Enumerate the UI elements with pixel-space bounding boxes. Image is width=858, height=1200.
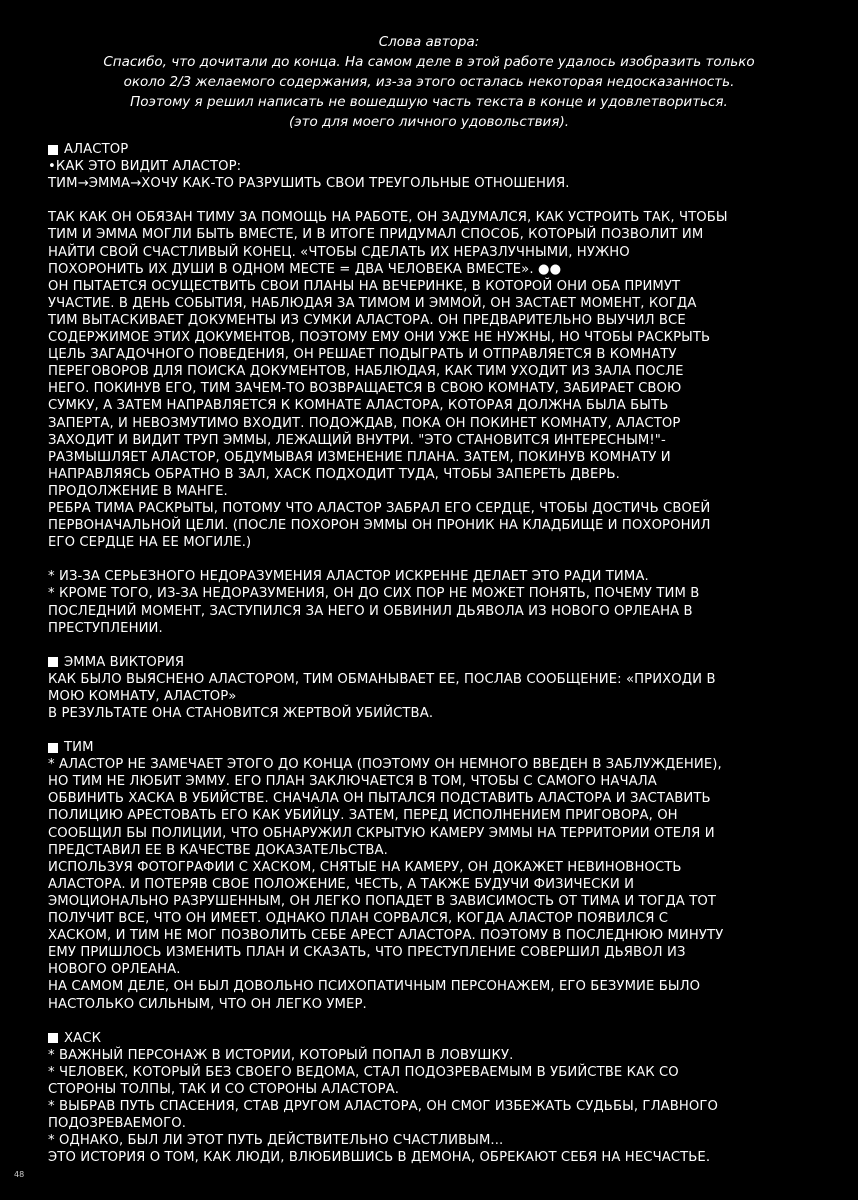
text-line: * КРОМЕ ТОГО, ИЗ-ЗА НЕДОРАЗУМЕНИЯ, ОН ДО СИХ ПОР НЕ МОЖЕТ ПОНЯТЬ, ПОЧЕМУ ТИМ В — [48, 586, 700, 602]
text-line: ТАК КАК ОН ОБЯЗАН ТИМУ ЗА ПОМОЩЬ НА РАБОТЕ, ОН ЗАДУМАЛСЯ, КАК УСТРОИТЬ ТАК, ЧТОБЫ — [48, 210, 728, 226]
author-notes — [40, 32, 818, 132]
text-line: СОДЕРЖИМОЕ ЭТИХ ДОКУМЕНТОВ, ПОЭТОМУ ЕМУ ОНИ УЖЕ НЕ НУЖНЫ, НО ЧТОБЫ РАСКРЫТЬ — [48, 330, 711, 346]
text-line: * ИЗ-ЗА СЕРЬЕЗНОГО НЕДОРАЗУМЕНИЯ АЛАСТОР ИСКРЕННЕ ДЕЛАЕТ ЭТО РАДИ ТИМА. — [48, 569, 649, 585]
text-line: СТОРОНЫ ТОЛПЫ, ТАК И СО СТОРОНЫ АЛАСТОРА. — [48, 1081, 400, 1097]
text-line: ТИМ И ЭММА МОГЛИ БЫТЬ ВМЕСТЕ, И В ИТОГЕ ПРИДУМАЛ СПОСОБ, КОТОРЫЙ ПОЗВОЛИТ ИМ — [48, 227, 704, 243]
text-line: КАК БЫЛО ВЫЯСНЕНО АЛАСТОРОМ, ТИМ ОБМАНЫВАЕТ ЕЕ, ПОСЛАВ СООБЩЕНИЕ: «ПРИХОДИ В — [48, 671, 716, 687]
text-line: ПОСЛЕДНИЙ МОМЕНТ, ЗАСТУПИЛСЯ ЗА НЕГО И ОБВИНИЛ ДЬЯВОЛА ИЗ НОВОГО ОРЛЕАНА В — [48, 603, 693, 619]
text-line: ПРЕДСТАВИЛ ЕЕ В КАЧЕСТВЕ ДОКАЗАТЕЛЬСТВА. — [48, 842, 388, 858]
text-line: ЦЕЛЬ ЗАГАДОЧНОГО ПОВЕДЕНИЯ, ОН РЕШАЕТ ПОДЫГРАТЬ И ОТПРАВЛЯЕТСЯ В КОМНАТУ — [48, 347, 677, 363]
section-gap — [48, 722, 828, 739]
text-line: ЭТО ИСТОРИЯ О ТОМ, КАК ЛЮДИ, ВЛЮБИВШИСЬ В ДЕМОНА, ОБРЕКАЮТ СЕБЯ НА НЕСЧАСТЬЕ. — [48, 1150, 711, 1166]
blank-line — [48, 551, 828, 568]
text-line: * ВАЖНЫЙ ПЕРСОНАЖ В ИСТОРИИ, КОТОРЫЙ ПОПАЛ В ЛОВУШКУ. — [48, 1047, 514, 1063]
page-number: 48 — [14, 1170, 25, 1179]
text-line: * ВЫБРАВ ПУТЬ СПАСЕНИЯ, СТАВ ДРУГОМ АЛАСТОРА, ОН СМОГ ИЗБЕЖАТЬ СУДЬБЫ, ГЛАВНОГО — [48, 1098, 718, 1114]
intro-line: Спасибо, что дочитали до конца. На самом деле в этой работе удалось изобразить только — [103, 54, 755, 70]
text-line: ПОХОРОНИТЬ ИХ ДУШИ В ОДНОМ МЕСТЕ = ДВА ЧЕЛОВЕКА ВМЕСТЕ». ●● — [48, 261, 562, 277]
text-line: ТИМ ВЫТАСКИВАЕТ ДОКУМЕНТЫ ИЗ СУМКИ АЛАСТОРА. ОН ПРЕДВАРИТЕЛЬНО ВЫУЧИЛ ВСЕ — [48, 312, 686, 328]
section-heading — [48, 1030, 828, 1047]
intro-line: Поэтому я решил написать не вошедшую часть текста в конце и удовлетвориться. — [130, 94, 728, 110]
section-heading-text: ХАСК — [64, 1030, 102, 1046]
square-bullet-icon — [48, 145, 58, 155]
text-line: ЭМОЦИОНАЛЬНО РАЗРУШЕННЫМ, ОН ЛЕГКО ПОПАДЕТ В ЗАВИСИМОСТЬ ОТ ТИМА И ТОГДА ТОТ — [48, 893, 716, 909]
text-line: ИСПОЛЬЗУЯ ФОТОГРАФИИ С ХАСКОМ, СНЯТЫЕ НА КАМЕРУ, ОН ДОКАЖЕТ НЕВИНОВНОСТЬ — [48, 859, 682, 875]
text-line: ТИМ→ЭММА→ХОЧУ КАК-ТО РАЗРУШИТЬ СВОИ ТРЕУГОЛЬНЫЕ ОТНОШЕНИЯ. — [48, 176, 570, 192]
text-line: НОВОГО ОРЛЕАНА. — [48, 962, 181, 978]
text-line: СУМКУ, А ЗАТЕМ НАПРАВЛЯЕТСЯ К КОМНАТЕ АЛАСТОРА, КОТОРАЯ ДОЛЖНА БЫЛА БЫТЬ — [48, 398, 669, 414]
text-line: ПРЕСТУПЛЕНИИ. — [48, 620, 163, 636]
section-heading — [48, 141, 828, 158]
intro-line: около 2/3 желаемого содержания, из-за этого осталась некоторая недосказанность. — [123, 74, 735, 90]
intro-line: Слова автора: — [378, 34, 480, 50]
text-line: НАЙТИ СВОЙ СЧАСТЛИВЫЙ КОНЕЦ. «ЧТОБЫ СДЕЛАТЬ ИХ НЕРАЗЛУЧНЫМИ, НУЖНО — [48, 244, 630, 260]
text-line: МОЮ КОМНАТУ, АЛАСТОР» — [48, 688, 237, 704]
square-bullet-icon — [48, 743, 58, 753]
section-heading-text: ТИМ — [64, 740, 94, 756]
section-heading-text: ЭММА ВИКТОРИЯ — [64, 654, 185, 670]
text-line: НО ТИМ НЕ ЛЮБИТ ЭММУ. ЕГО ПЛАН ЗАКЛЮЧАЕТСЯ В ТОМ, ЧТОБЫ С САМОГО НАЧАЛА — [48, 774, 657, 790]
square-bullet-icon — [48, 1033, 58, 1043]
character-notes — [48, 141, 828, 1166]
text-line: ПОДОЗРЕВАЕМОГО. — [48, 1116, 186, 1132]
text-line: В РЕЗУЛЬТАТЕ ОНА СТАНОВИТСЯ ЖЕРТВОЙ УБИЙСТВА. — [48, 706, 434, 721]
text-line: РЕБРА ТИМА РАСКРЫТЫ, ПОТОМУ ЧТО АЛАСТОР ЗАБРАЛ ЕГО СЕРДЦЕ, ЧТОБЫ ДОСТИЧЬ СВОЕЙ — [48, 500, 711, 516]
intro-line: (это для моего личного удовольствия). — [288, 114, 570, 130]
text-line: ПЕРВОНАЧАЛЬНОЙ ЦЕЛИ. (ПОСЛЕ ПОХОРОН ЭММЫ ОН ПРОНИК НА КЛАДБИЩЕ И ПОХОРОНИЛ — [48, 518, 711, 534]
text-line: ЗАПЕРТА, И НЕВОЗМУТИМО ВХОДИТ. ПОДОЖДАВ, ПОКА ОН ПОКИНЕТ КОМНАТУ, АЛАСТОР — [48, 415, 681, 431]
text-line: * ОДНАКО, БЫЛ ЛИ ЭТОТ ПУТЬ ДЕЙСТВИТЕЛЬНО СЧАСТЛИВЫМ... — [48, 1133, 504, 1149]
text-line: * ЧЕЛОВЕК, КОТОРЫЙ БЕЗ СВОЕГО ВЕДОМА, СТАЛ ПОДОЗРЕВАЕМЫМ В УБИЙСТВЕ КАК СО — [48, 1064, 679, 1080]
text-line: ЕГО СЕРДЦЕ НА ЕЕ МОГИЛЕ.) — [48, 535, 252, 551]
section-gap — [48, 1013, 828, 1030]
text-line: ЕМУ ПРИШЛОСЬ ИЗМЕНИТЬ ПЛАН И СКАЗАТЬ, ЧТО ПРЕСТУПЛЕНИЕ СОВЕРШИЛ ДЬЯВОЛ ИЗ — [48, 945, 686, 961]
square-bullet-icon — [48, 657, 58, 667]
text-line: НАПРАВЛЯЯСЬ ОБРАТНО В ЗАЛ, ХАСК ПОДХОДИТ ТУДА, ЧТОБЫ ЗАПЕРЕТЬ ДВЕРЬ. — [48, 466, 620, 482]
text-line: •КАК ЭТО ВИДИТ АЛАСТОР: — [48, 159, 242, 175]
section-heading — [48, 654, 828, 671]
text-line: * АЛАСТОР НЕ ЗАМЕЧАЕТ ЭТОГО ДО КОНЦА (ПОЭТОМУ ОН НЕМНОГО ВВЕДЕН В ЗАБЛУЖДЕНИЕ), — [48, 757, 722, 773]
text-line: НЕГО. ПОКИНУВ ЕГО, ТИМ ЗАЧЕМ-ТО ВОЗВРАЩАЕТСЯ В СВОЮ КОМНАТУ, ЗАБИРАЕТ СВОЮ — [48, 381, 682, 397]
text-line: ПЕРЕГОВОРОВ ДЛЯ ПОИСКА ДОКУМЕНТОВ, НАБЛЮДАЯ, КАК ТИМ УХОДИТ ИЗ ЗАЛА ПОСЛЕ — [48, 364, 684, 380]
section-heading-text: АЛАСТОР — [64, 142, 129, 157]
text-line: ОН ПЫТАЕТСЯ ОСУЩЕСТВИТЬ СВОИ ПЛАНЫ НА ВЕЧЕРИНКЕ, В КОТОРОЙ ОНИ ОБА ПРИМУТ — [48, 278, 681, 294]
text-line: СООБЩИЛ БЫ ПОЛИЦИИ, ЧТО ОБНАРУЖИЛ СКРЫТУЮ КАМЕРУ ЭММЫ НА ТЕРРИТОРИИ ОТЕЛЯ И — [48, 825, 715, 841]
text-line: ПОЛУЧИТ ВСЕ, ЧТО ОН ИМЕЕТ. ОДНАКО ПЛАН СОРВАЛСЯ, КОГДА АЛАСТОР ПОЯВИЛСЯ С — [48, 911, 669, 927]
text-line: ОБВИНИТЬ ХАСКА В УБИЙСТВЕ. СНАЧАЛА ОН ПЫТАЛСЯ ПОДСТАВИТЬ АЛАСТОРА И ЗАСТАВИТЬ — [48, 791, 711, 807]
text-line: ПРОДОЛЖЕНИЕ В МАНГЕ. — [48, 483, 228, 499]
text-line: НА САМОМ ДЕЛЕ, ОН БЫЛ ДОВОЛЬНО ПСИХОПАТИЧНЫМ ПЕРСОНАЖЕМ, ЕГО БЕЗУМИЕ БЫЛО — [48, 979, 701, 995]
text-line: УЧАСТИЕ. В ДЕНЬ СОБЫТИЯ, НАБЛЮДАЯ ЗА ТИМОМ И ЭММОЙ, ОН ЗАСТАЕТ МОМЕНТ, КОГДА — [48, 295, 697, 311]
section-gap — [48, 637, 828, 654]
text-line: АЛАСТОРА. И ПОТЕРЯВ СВОЕ ПОЛОЖЕНИЕ, ЧЕСТЬ, А ТАКЖЕ БУДУЧИ ФИЗИЧЕСКИ И — [48, 876, 635, 892]
text-line: ПОЛИЦИЮ АРЕСТОВАТЬ ЕГО КАК УБИЙЦУ. ЗАТЕМ, ПЕРЕД ИСПОЛНЕНИЕМ ПРИГОВОРА, ОН — [48, 808, 678, 824]
text-line: ХАСКОМ, И ТИМ НЕ МОГ ПОЗВОЛИТЬ СЕБЕ АРЕСТ АЛАСТОРА. ПОЭТОМУ В ПОСЛЕДНЮЮ МИНУТУ — [48, 928, 724, 944]
text-line: РАЗМЫШЛЯЕТ АЛАСТОР, ОБДУМЫВАЯ ИЗМЕНЕНИЕ ПЛАНА. ЗАТЕМ, ПОКИНУВ КОМНАТУ И — [48, 449, 671, 465]
section-heading — [48, 739, 828, 756]
blank-line — [48, 192, 828, 209]
text-line: НАСТОЛЬКО СИЛЬНЫМ, ЧТО ОН ЛЕГКО УМЕР. — [48, 996, 367, 1012]
text-line: ЗАХОДИТ И ВИДИТ ТРУП ЭММЫ, ЛЕЖАЩИЙ ВНУТРИ. "ЭТО СТАНОВИТСЯ ИНТЕРЕСНЫМ!"- — [48, 432, 666, 448]
